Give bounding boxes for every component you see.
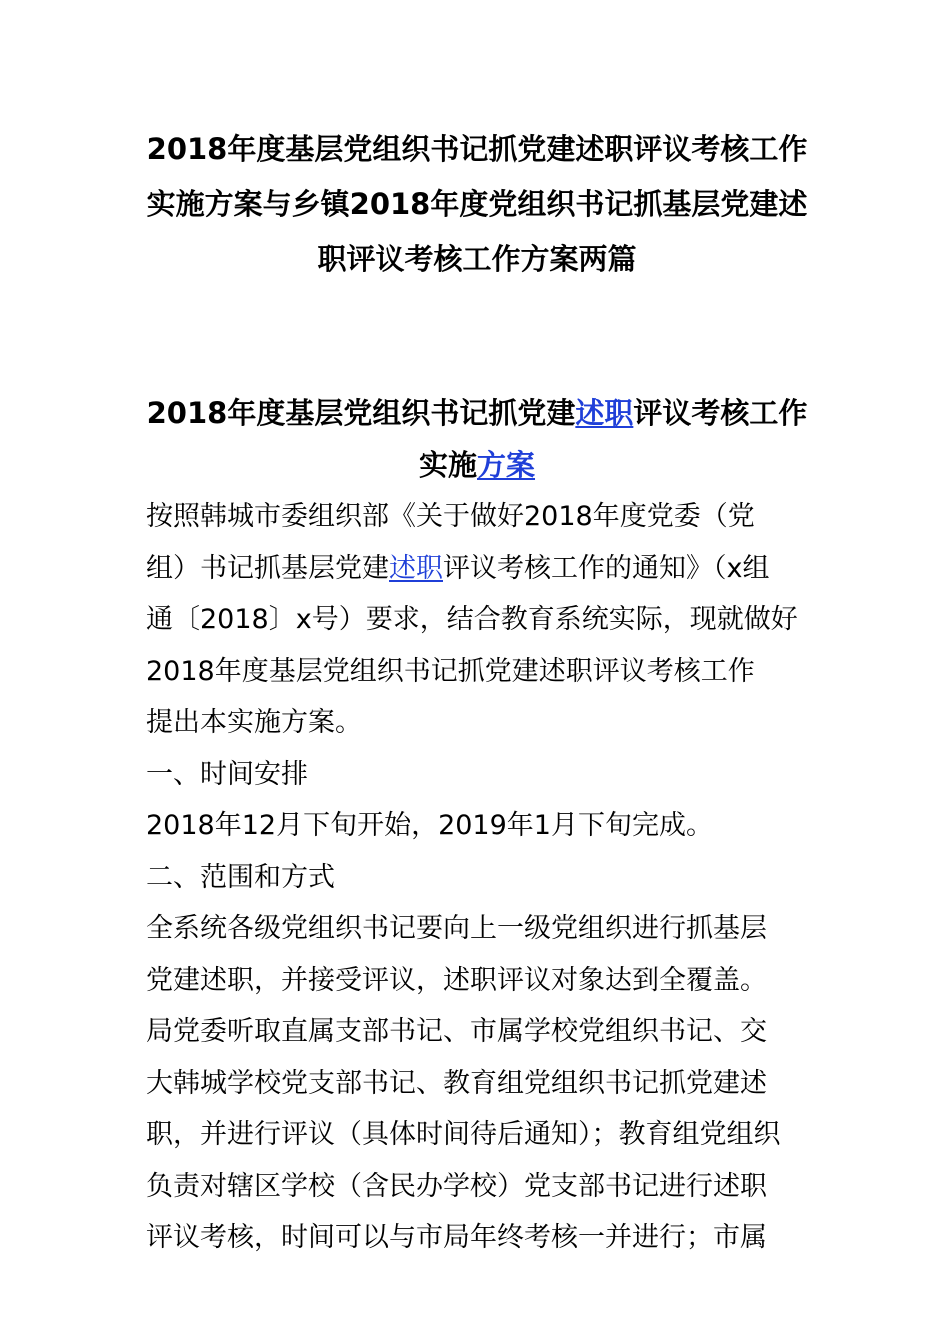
section-title-text: 2018年度基层党组织书记抓党建 — [146, 396, 576, 430]
section2-heading: 二、范围和方式 — [146, 861, 335, 893]
shuzhi-link-body[interactable]: 述职 — [389, 552, 443, 584]
fangan-link[interactable]: 方案 — [477, 448, 536, 482]
intro-text: 组）书记抓基层党建 — [146, 552, 389, 584]
section2-line-7: 评议考核，时间可以与市局年终考核一并进行；市属 — [146, 1222, 767, 1253]
section2-line-4: 大韩城学校党支部书记、教育组党组织书记抓党建述 — [146, 1067, 767, 1099]
document-page — [146, 122, 808, 1264]
intro-line-1: 按照韩城市委组织部《关于做好2018年度党委（党 — [146, 501, 755, 532]
section-title-line-2 — [146, 439, 808, 491]
section-title-line-1 — [146, 387, 808, 439]
intro-line-5: 提出本实施方案。 — [146, 707, 362, 738]
intro-text: 评议考核工作的通知》（x组 — [443, 552, 770, 584]
section1-text: 2018年12月下旬开始，2019年1月下旬完成。 — [146, 810, 713, 841]
section2-line-6: 负责对辖区学校（含民办学校）党支部书记进行述职 — [146, 1170, 767, 1202]
shuzhi-link[interactable]: 述职 — [575, 396, 634, 430]
intro-line-4: 2018年度基层党组织书记抓党建述职评议考核工作 — [146, 655, 755, 687]
section2-line-3: 局党委听取直属支部书记、市属学校党组织书记、交 — [146, 1016, 767, 1047]
section-title-text: 实施 — [418, 448, 477, 482]
document-body — [146, 491, 808, 1264]
intro-line-2 — [146, 543, 808, 595]
section2-line-5: 职，并进行评议（具体时间待后通知）；教育组党组织 — [146, 1119, 781, 1150]
section-title — [146, 387, 808, 491]
document-title-line-3: 职评议考核工作方案两篇 — [317, 242, 637, 276]
section-title-text: 评议考核工作 — [633, 396, 808, 430]
section2-line-1: 全系统各级党组织书记要向上一级党组织进行抓基层 — [146, 913, 767, 944]
intro-line-3: 通〔2018〕x号）要求，结合教育系统实际，现就做好 — [146, 604, 798, 635]
document-title — [146, 122, 808, 287]
document-title-line-2: 实施方案与乡镇2018年度党组织书记抓基层党建述 — [146, 187, 808, 221]
section1-heading: 一、时间安排 — [146, 758, 308, 790]
section2-line-2: 党建述职，并接受评议，述职评议对象达到全覆盖。 — [146, 964, 767, 996]
document-title-line-1: 2018年度基层党组织书记抓党建述职评议考核工作 — [146, 132, 808, 166]
